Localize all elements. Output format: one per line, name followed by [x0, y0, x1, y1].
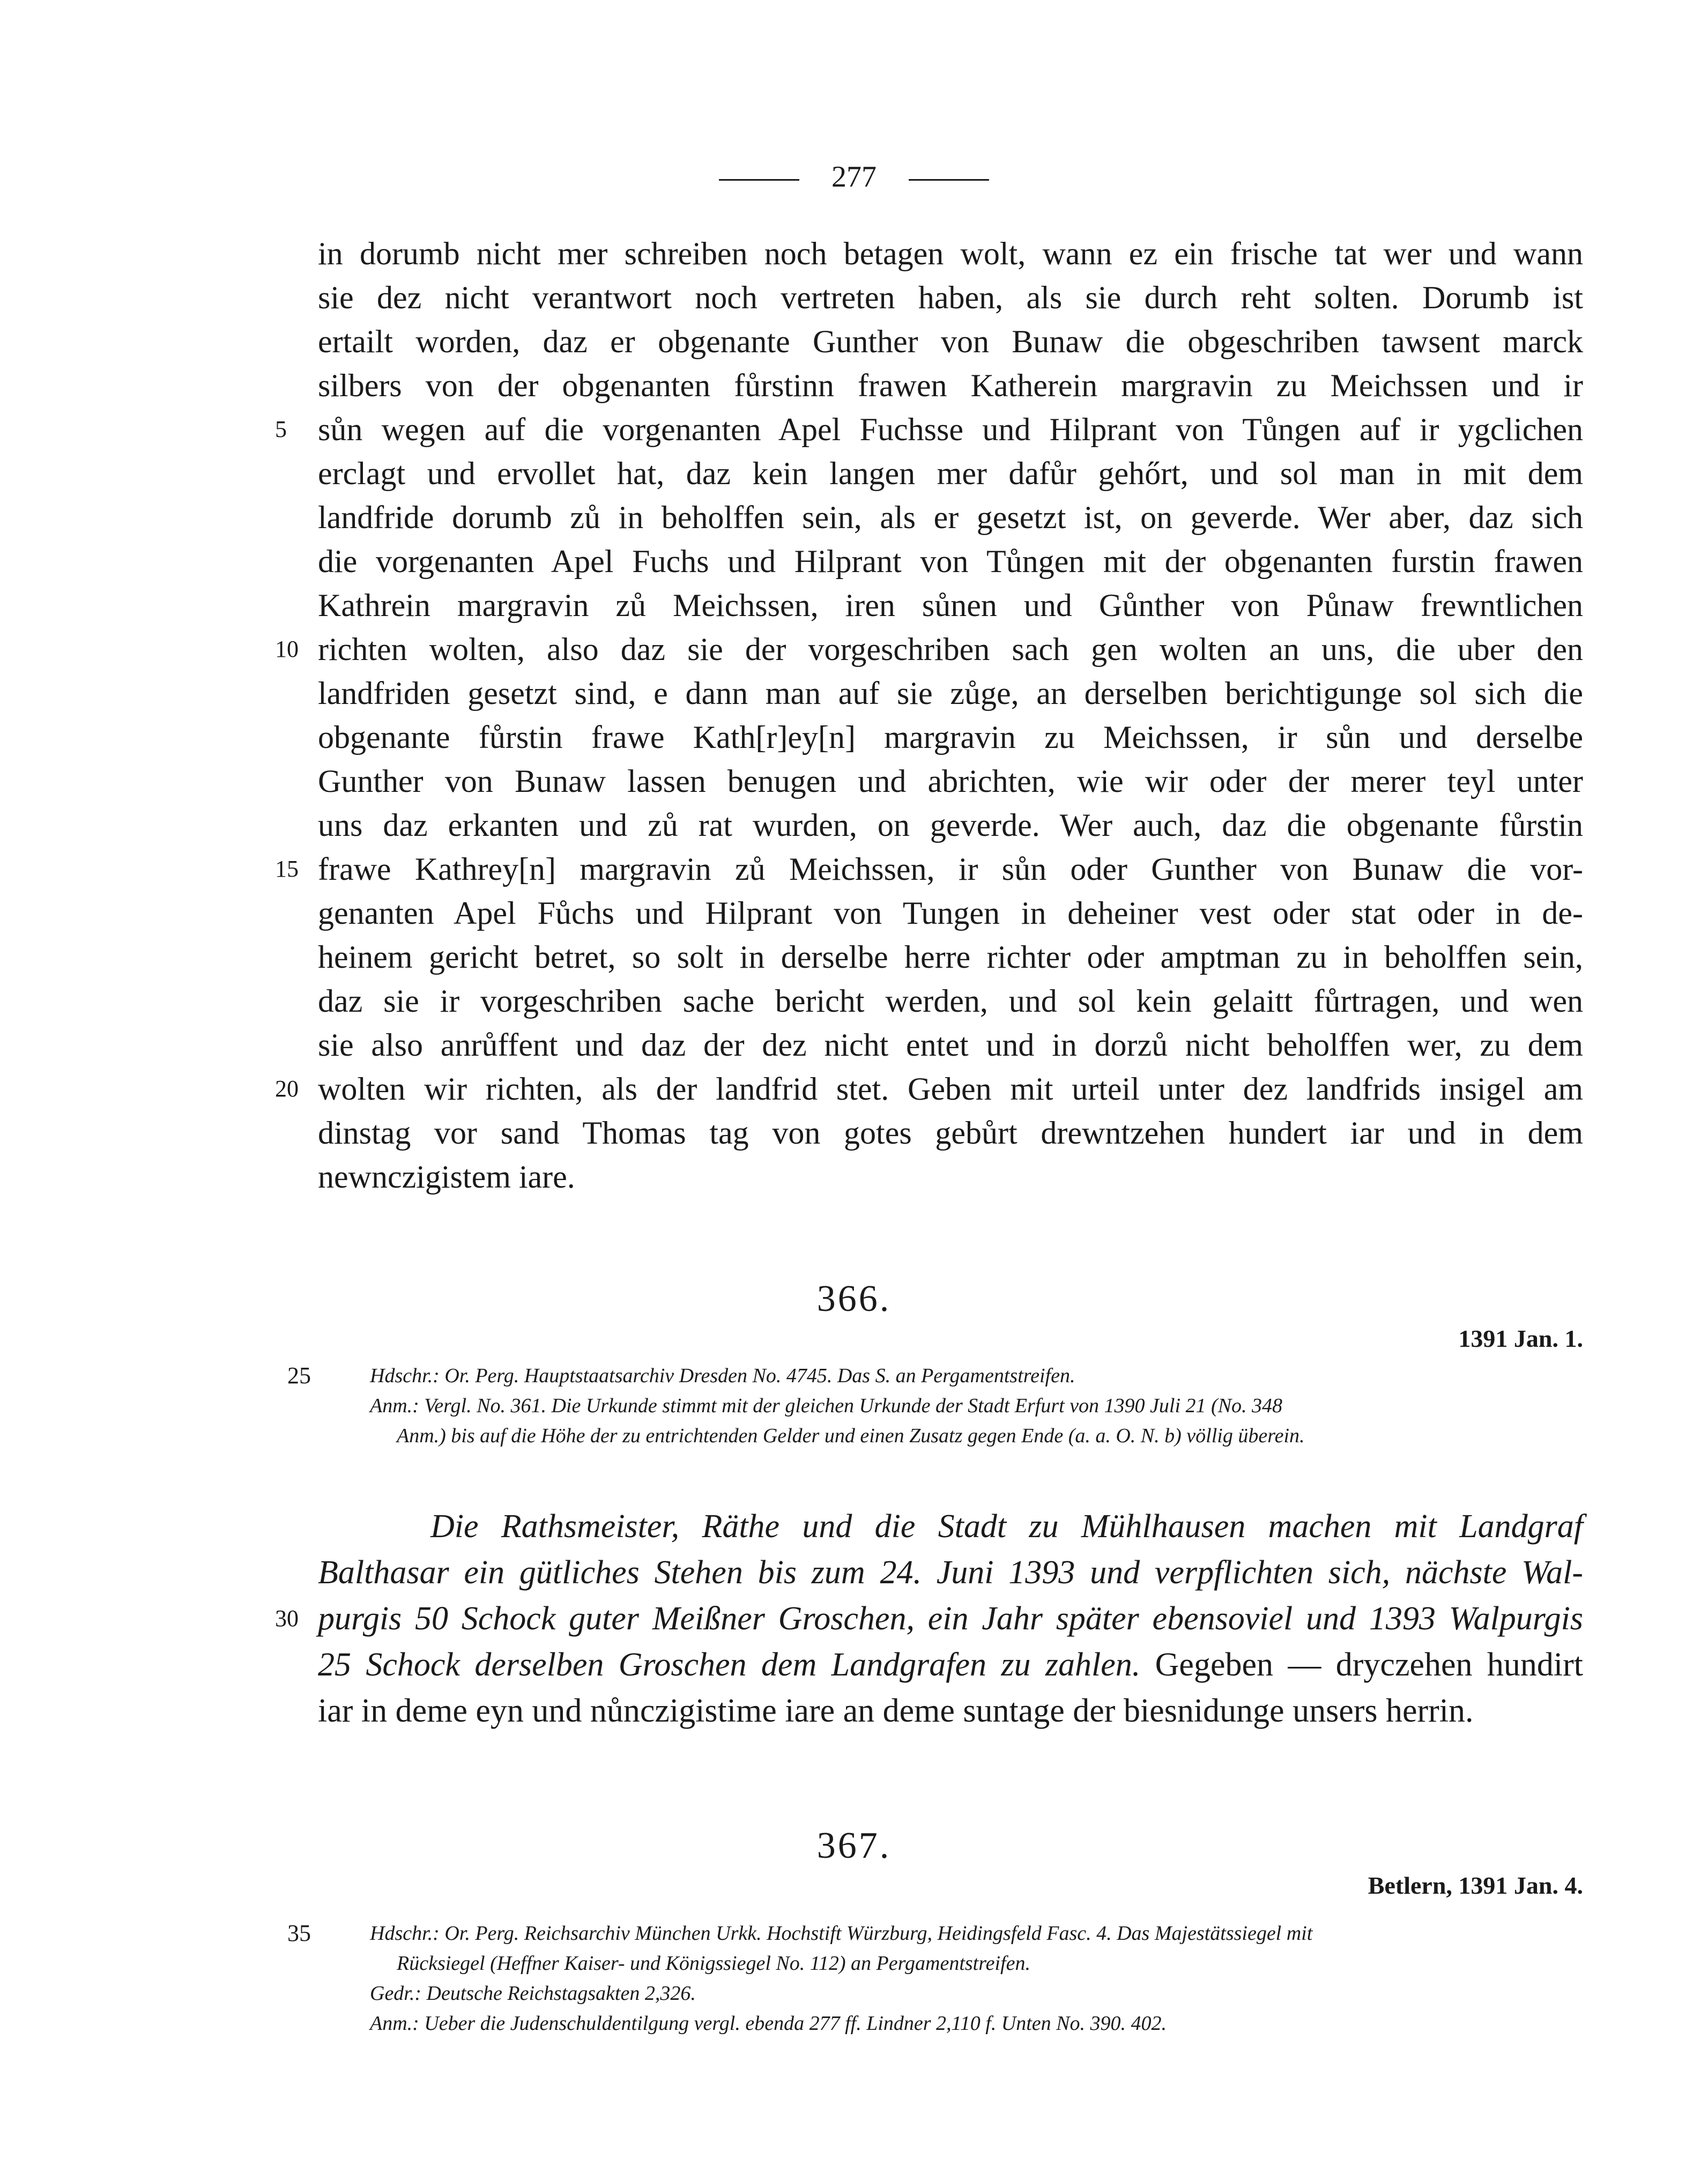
text-line	[318, 232, 1583, 276]
line-text: sie dez nicht verantwort noch vertreten haben, als sie durch reht solten. Dorumb ist	[318, 280, 1583, 315]
summary-line	[318, 1503, 1583, 1549]
page-number: 277	[831, 160, 877, 194]
line-text: uns daz erkanten und zů rat wurden, on geverde. Wer auch, daz die obgenante fůrstin	[318, 807, 1583, 843]
text-line	[275, 847, 1583, 891]
document-date-367: Betlern, 1391 Jan. 4.	[1368, 1872, 1583, 1899]
line-number: 10	[275, 636, 299, 662]
note-line	[370, 1421, 1583, 1451]
text-line	[318, 979, 1583, 1023]
line-text: genanten Apel Fůchs und Hilprant von Tungen in deheiner vest oder stat oder in de-	[318, 895, 1583, 931]
line-text: obgenante fůrstin frawe Kath[r]ey[n] margravin zu Meichssen, ir sůn und derselbe	[318, 720, 1583, 755]
document-summary-366	[275, 1503, 1583, 1734]
line-number: 25	[287, 1362, 311, 1389]
line-text: sie also anrůffent und daz der dez nicht entet und in dorzů nicht beholffen wer, zu dem	[318, 1027, 1583, 1063]
line-text: in dorumb nicht mer schreiben noch betagen wolt, wann ez ein frische tat wer und wann	[318, 236, 1583, 271]
line-text: frawe Kathrey[n] margravin zů Meichssen, ir sůn oder Gunther von Bunaw die vor-	[318, 851, 1583, 887]
summary-regest-text: purgis 50 Schock guter Meißner Groschen, ein Jahr später ebensoviel und 1393 Walpurgis	[318, 1600, 1583, 1637]
line-text: landfride dorumb zů in beholffen sein, als er gesetzt ist, on geverde. Wer aber, daz sich	[318, 500, 1583, 535]
text-line	[318, 583, 1583, 627]
note-line	[370, 2008, 1583, 2038]
note-text: Rücksiegel (Heffner Kaiser- und Königssiegel No. 112) an Pergamentstreifen.	[397, 1952, 1030, 1975]
note-text: Hdschr.: Or. Perg. Hauptstaatsarchiv Dresden No. 4745. Das S. an Pergamentstreifen.	[370, 1365, 1075, 1387]
text-line	[275, 627, 1583, 671]
text-line	[318, 759, 1583, 803]
line-text: newnczigistem iare.	[318, 1159, 575, 1195]
header-rule-left	[719, 179, 799, 181]
note-line	[370, 1948, 1583, 1978]
line-text: Gunther von Bunaw lassen benugen und abrichten, wie wir oder der merer teyl unter	[318, 763, 1583, 799]
note-text: Anm.) bis auf die Höhe der zu entrichtenden Gelder und einen Zusatz gegen Ende (a. a. O. N. b) völlig überein.	[397, 1425, 1305, 1447]
note-text: Hdschr.: Or. Perg. Reichsarchiv München Urkk. Hochstift Würzburg, Heidingsfeld Fasc. 4. Das Majestätssiegel mit	[370, 1922, 1313, 1945]
page-header	[0, 155, 1708, 198]
text-line	[318, 935, 1583, 979]
note-line	[370, 1391, 1583, 1421]
note-text: Anm.: Ueber die Judenschuldentilgung vergl. ebenda 277 ff. Lindner 2,110 f. Unten No. 390. 402.	[370, 2012, 1167, 2035]
line-number: 20	[275, 1076, 299, 1102]
document-number-366: 366.	[816, 1278, 892, 1319]
text-line	[318, 1111, 1583, 1155]
continuation-text	[275, 232, 1583, 1199]
line-text: sůn wegen auf die vorgenanten Apel Fuchsse und Hilprant von Tůngen auf ir ygclichen	[318, 412, 1583, 447]
text-line	[318, 1155, 1583, 1199]
line-number: 5	[275, 416, 287, 442]
summary-regest-text: Balthasar ein gütliches Stehen bis zum 24. Juni 1393 und verpflichten sich, nächste Wal-	[318, 1554, 1583, 1591]
line-text: heinem gericht betret, so solt in derselbe herre richter oder amptman zu in beholffen sein,	[318, 939, 1583, 975]
summary-line	[275, 1596, 1583, 1642]
text-line	[275, 407, 1583, 451]
text-line	[318, 364, 1583, 407]
line-text: dinstag vor sand Thomas tag von gotes gebůrt drewntzehen hundert iar und in dem	[318, 1115, 1583, 1151]
text-line	[318, 495, 1583, 539]
line-text: daz sie ir vorgeschriben sache bericht werden, und sol kein gelaitt fůrtragen, und wen	[318, 983, 1583, 1019]
text-line	[318, 1023, 1583, 1067]
text-line	[318, 803, 1583, 847]
text-line	[318, 276, 1583, 320]
summary-source-text: iar in deme eyn und nůnczigistime iare an deme suntage der biesnidunge unsers herrin.	[318, 1693, 1474, 1729]
note-line	[287, 1361, 1583, 1391]
line-text: ertailt worden, daz er obgenante Gunther von Bunaw die obgeschriben tawsent marck	[318, 324, 1583, 359]
text-line	[318, 891, 1583, 935]
line-number: 15	[275, 856, 299, 882]
text-line	[318, 671, 1583, 715]
line-text: landfriden gesetzt sind, e dann man auf sie zůge, an derselben berichtigunge sol sich die	[318, 676, 1583, 711]
document-date-366: 1391 Jan. 1.	[1458, 1325, 1583, 1352]
text-line	[318, 715, 1583, 759]
summary-line	[318, 1642, 1583, 1688]
line-text: Kathrein margravin zů Meichssen, iren sůnen und Gůnther von Půnaw frewntlichen	[318, 588, 1583, 623]
note-text: Anm.: Vergl. No. 361. Die Urkunde stimmt mit der gleichen Urkunde der Stadt Erfurt von 1390 Juli 21 (No. 348	[370, 1395, 1283, 1417]
line-text: wolten wir richten, als der landfrid stet. Geben mit urteil unter dez landfrids insigel am	[318, 1071, 1583, 1107]
text-line	[318, 539, 1583, 583]
document-notes-367	[287, 1918, 1583, 2038]
note-line	[287, 1918, 1583, 1948]
document-notes-366	[287, 1361, 1583, 1451]
summary-regest-text: 25 Schock derselben Groschen dem Landgrafen zu zahlen.	[318, 1647, 1141, 1683]
line-number: 30	[275, 1605, 299, 1632]
header-rule-right	[909, 179, 989, 181]
line-text: erclagt und ervollet hat, daz kein langen mer dafůr gehőrt, und sol man in mit dem	[318, 456, 1583, 491]
summary-source-text: Gegeben — dryczehen hundirt	[1140, 1647, 1583, 1683]
summary-line	[318, 1688, 1583, 1734]
summary-regest-text: Die Rathsmeister, Räthe und die Stadt zu Mühlhausen machen mit Landgraf	[430, 1508, 1583, 1545]
text-line	[318, 451, 1583, 495]
line-number: 35	[287, 1920, 311, 1946]
text-line	[275, 1067, 1583, 1111]
document-number-367: 367.	[816, 1825, 892, 1866]
line-text: silbers von der obgenanten fůrstinn frawen Katherein margravin zu Meichssen und ir	[318, 368, 1583, 403]
line-text: die vorgenanten Apel Fuchs und Hilprant von Tůngen mit der obgenanten furstin frawen	[318, 544, 1583, 579]
text-line	[318, 320, 1583, 364]
summary-line	[318, 1549, 1583, 1596]
note-text: Gedr.: Deutsche Reichstagsakten 2,326.	[370, 1982, 696, 2005]
line-text: richten wolten, also daz sie der vorgeschriben sach gen wolten an uns, die uber den	[318, 632, 1583, 667]
note-line	[370, 1978, 1583, 2008]
